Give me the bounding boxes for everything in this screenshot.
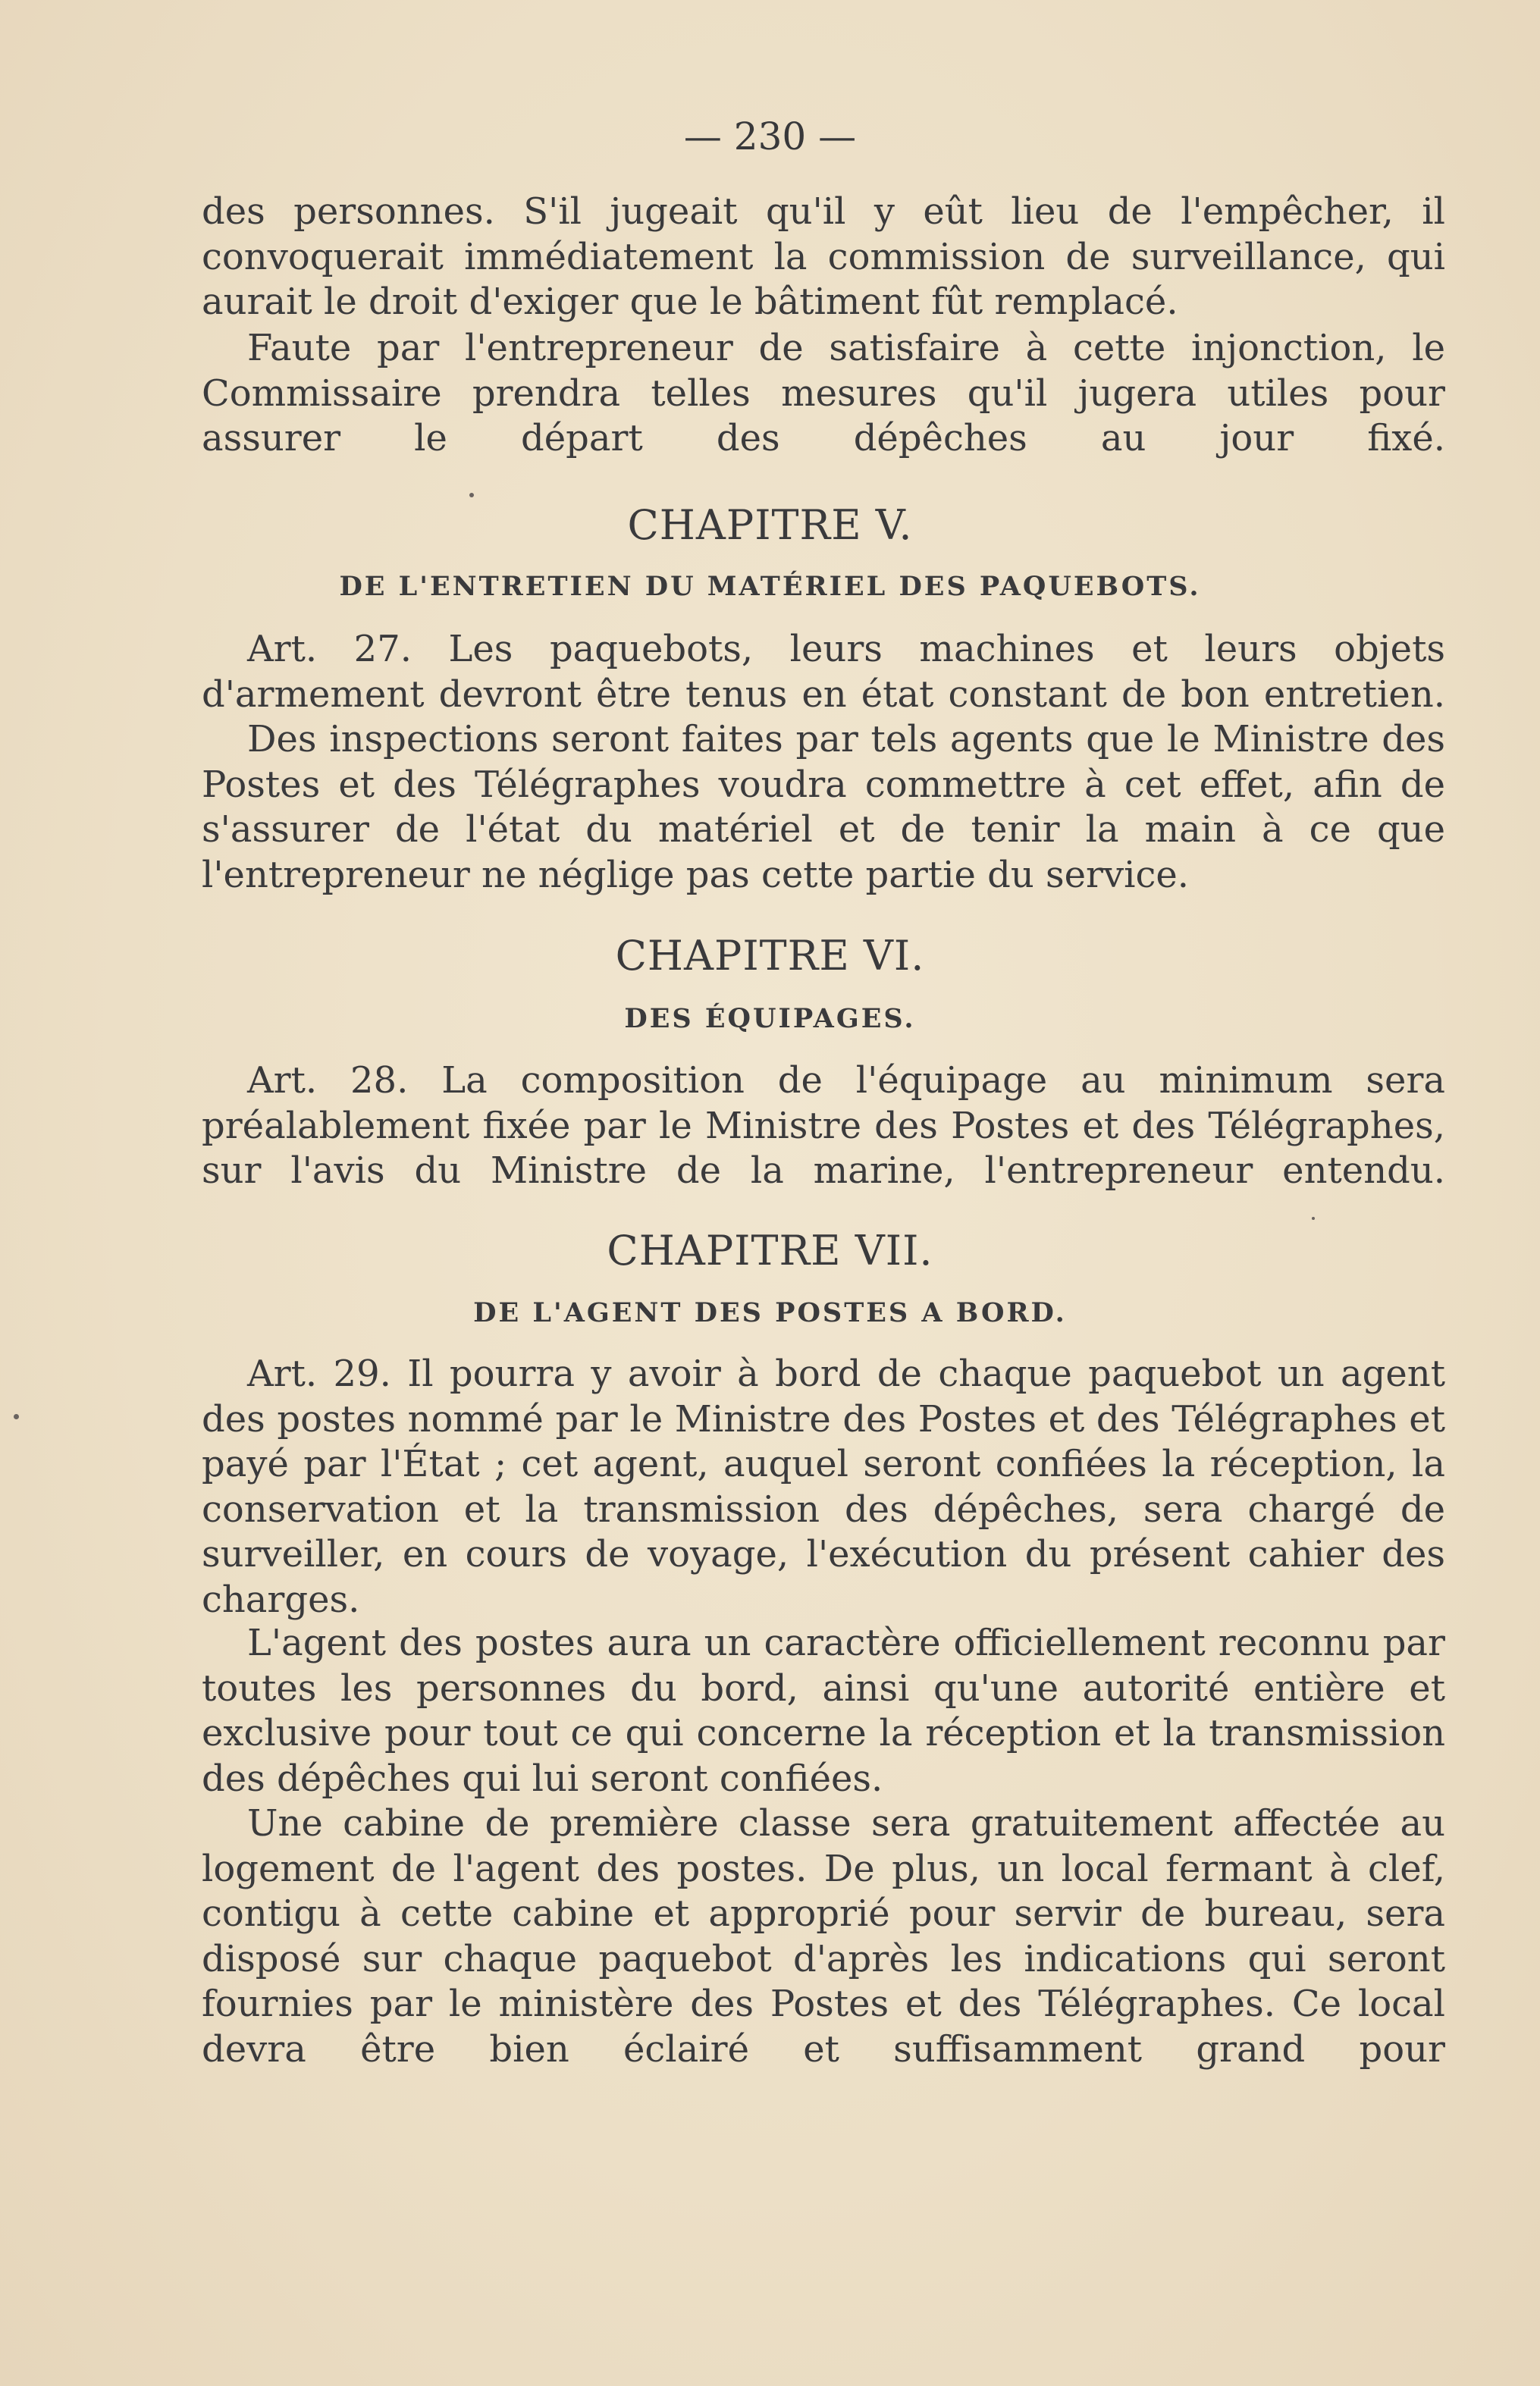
page-number: — 230 —	[683, 114, 857, 158]
article-28-paragraph: Art. 28. La composition de l'équipage au minimum sera préalablement fixée par le Ministre des Postes et des Télégraphes, sur l'avis du Ministre de la marine, l'entrepreneur entendu.	[202, 1059, 1445, 1192]
chapter-5-subtitle: DE L'ENTRETIEN DU MATÉRIEL DES PAQUEBOTS.	[339, 571, 1201, 602]
chapter-6-title: CHAPITRE VI.	[615, 932, 925, 980]
chapter-7-paragraph-3: Une cabine de première classe sera gratuitement affectée au logement de l'agent des postes. De plus, un local fermant à clef, contigu à cette cabine et approprié pour servir de bureau, sera disposé sur chaque paquebot d'après les indications qui seront fournies par le ministère des Postes et des Télégraphes. Ce local devra être bien éclairé et suffisamment grand pour	[202, 1802, 1445, 2071]
chapter-7-paragraph-2: L'agent des postes aura un caractère officiellement reconnu par toutes les personnes du bord, ainsi qu'une autorité entière et exclusive pour tout ce qui concerne la réception et la transmission des dépêches qui lui seront confiées.	[202, 1622, 1445, 1800]
chapter-5-title: CHAPITRE V.	[627, 501, 913, 549]
intro-paragraph-2: Faute par l'entrepreneur de satisfaire à cette injonction, le Commissaire prendra telles mesures qu'il jugera utiles pour assurer le départ des dépêches au jour fixé.	[202, 327, 1445, 459]
paper-speck	[14, 1414, 19, 1419]
paper-speck	[1312, 1217, 1315, 1220]
article-29-paragraph: Art. 29. Il pourra y avoir à bord de chaque paquebot un agent des postes nommé par le Ministre des Postes et des Télégraphes et payé par l'État ; cet agent, auquel seront confiées la réception, la conservation et la transmission des dépêches, sera chargé de surveiller, en cours de voyage, l'exécution du présent cahier des charges.	[202, 1353, 1445, 1621]
chapter-5-paragraph-2: Des inspections seront faites par tels agents que le Ministre des Postes et des Télégraphes voudra commettre à cet effet, afin de s'assurer de l'état du matériel et de tenir la main à ce que l'entrepreneur ne néglige pas cette partie du service.	[202, 718, 1445, 896]
article-27-paragraph: Art. 27. Les paquebots, leurs machines et leurs objets d'armement devront être tenus en état constant de bon entretien.	[202, 628, 1445, 716]
chapter-7-subtitle: DE L'AGENT DES POSTES A BORD.	[473, 1297, 1067, 1328]
chapter-6-subtitle: DES ÉQUIPAGES.	[624, 1003, 916, 1034]
intro-paragraph-1: des personnes. S'il jugeait qu'il y eût lieu de l'empêcher, il convoquerait immédiatement la commission de surveillance, qui aurait le droit d'exiger que le bâtiment fût remplacé.	[202, 190, 1445, 323]
paper-speck	[469, 493, 474, 497]
chapter-7-title: CHAPITRE VII.	[607, 1227, 933, 1275]
